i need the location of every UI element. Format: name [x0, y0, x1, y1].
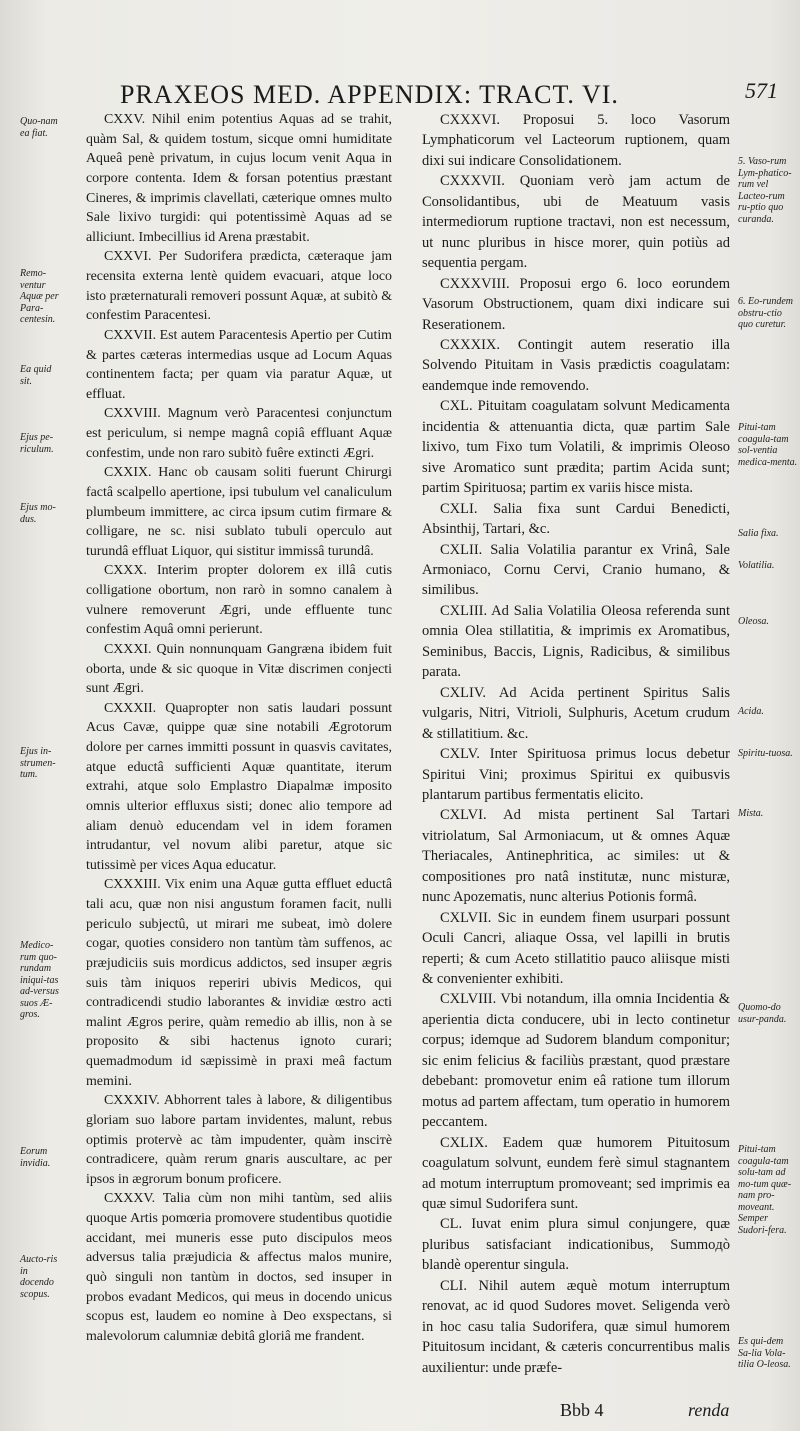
margin-note: Quo-nam ea fiat. — [20, 116, 58, 139]
left-text-column — [86, 110, 392, 1346]
margin-note: Aucto-ris in docendo scopus. — [20, 1254, 58, 1300]
paragraph: CXXVII. Est autem Paracentesis Apertio per Cutim & partes cæteras intermedias usque ad Locum Aquas continentem facta; per quam via paratur Aquæ, ut effluat. — [86, 327, 392, 402]
margin-note: Salia fixa. — [738, 528, 779, 539]
paragraph: CXXXII. Quapropter non satis laudari possunt Acus Cavæ, quippe quæ sine notabili Ægrotorum dolore per carnes immitti possunt in quasvis cavitates, atque eductâ sufficienti Aquæ quantitate, iterum extrahi, atque solo Emplastro Diapalmæ imposito omnis ulterior effluxus sisti; donec alio tempore ad aliam denuò educendam vel in idem foramen intrudantur, vel novum alibi paretur, atque sic tutissimè per vices Aqua educatur. — [86, 700, 392, 873]
paragraph: CXXXIII. Vix enim una Aquæ gutta effluet eductâ tali acu, quæ non nisi angustum foramen facit, nulli periculo subjectû, ut mirari me subeat, imò dolere cogar, quoties considero non tantùm tàm suffenos, ac præjudiciis suis mordicus addictos, sed insuper ægris suis tàm iniquos reperiri ubivis Medicos, qui contradicendi studio laborantes & invidiæ œstro acti malint Ægros perire, quàm remedio ab illis, non à se proposito & sibi hactenus ignoto curari; quemadmodum id sæpissimè in praxi meâ factum memini. — [86, 877, 392, 1089]
paragraph: CXXXVII. Quoniam verò jam actum de Consolidantibus, ubi de Meatuum vasis intermediorum ruptione tractavi, non est necessum, ut nunc pluribus in hisce morer, quin potiùs ad sequentia pergam. — [422, 173, 730, 272]
paragraph: CXLIII. Ad Salia Volatilia Oleosa referenda sunt omnia Olea stillatitia, & imprimis ex Aromatibus, Seminibus, Baccis, Lignis, Radicibus, & similibus parata. — [422, 602, 730, 681]
paragraph: CXLV. Inter Spirituosa primus locus debetur Spiritui Vini; proximus Spiritui ex quibusvis plantarum partibus fermentatis elicito. — [422, 746, 730, 803]
margin-note: Ejus pe-riculum. — [20, 432, 54, 455]
paragraph: CXXX. Interim propter dolorem ex illâ cutis colligatione obortum, non rarò in somno canalem à vulnere removerunt Ægri, unde effluente tunc confestim Aquâ omni perierunt. — [86, 563, 392, 638]
margin-note: Spiritu-tuosa. — [738, 748, 793, 759]
paragraph: CXLIV. Ad Acida pertinent Spiritus Salis vulgaris, Nitri, Vitrioli, Sulphuris, Acetum crudum & stillatitium. &c. — [422, 684, 730, 742]
margin-note: Remo-ventur Aquæ per Para-centesin. — [20, 268, 59, 325]
margin-note: Eorum invidia. — [20, 1146, 51, 1169]
margin-note: Ea quid sit. — [20, 364, 52, 387]
margin-note: Quomo-do usur-panda. — [738, 1002, 787, 1025]
margin-note: Es qui-dem Sa-lia Vola-tilia O-leosa. — [738, 1336, 791, 1370]
paragraph: CXLI. Salia fixa sunt Cardui Benedicti, Absinthij, Tartari, &c. — [422, 500, 730, 538]
paragraph: CXXXVI. Proposui 5. loco Vasorum Lymphaticorum vel Lacteorum ruptionem, quam dixi sui indicare Consolidationem. — [422, 112, 730, 169]
running-head: PRAXEOS MED. APPENDIX: TRACT. VI. — [120, 80, 619, 109]
paragraph: CXXXIV. Abhorrent tales à labore, & diligentibus gloriam suo labore partam invidentes, malunt, rebus optimis protervè ac tàm impudenter, quàm insciтè contradicere, quàm rerum gnaris auscultare, ac per ipsos in ægrorum bonum proficere. — [86, 1093, 392, 1187]
margin-note: Pitui-tam coagula-tam solu-tam ad mo-tum quæ-nam pro-moveant. Semper Sudori-fera. — [738, 1144, 792, 1236]
paragraph: CXXXI. Quin nonnunquam Gangræna ibidem fuit oborta, unde & sic quoque in Vitæ discrimen conjecti sunt Ægri. — [86, 641, 392, 697]
margin-note: Pitui-tam coagula-tam sol-ventia medica-menta. — [738, 422, 798, 468]
paragraph: CXXXV. Talia cùm non mihi tantùm, sed aliis quoque Artis pomœria promovere studentibus quotidie accidant, mei muneris esse puto discipulos meos adversus talia præjudicia & affectus malos munire, quò singuli non tantùm in doctos, sed insuper in probos evadant Medicos, qui meus in docendo unicus scopus est, laudem eo nomine à Deo exspectans, si malevolorum calumniæ debitâ gloriâ me frandent. — [86, 1191, 392, 1344]
paragraph: CXXV. Nihil enim potentius Aquas ad se trahit, quàm Sal, & quidem tostum, sicque omni humiditate Aqueâ penè privatum, in cujus locum venit Aqua in corpore contenta. Idem & forsan potentius præstant Cineres, & imprimis clavellati, cæterique omnes multo Sale lixivo turgidi: qui potentissimè Aquas ad se alliciunt. Imbecillius id Arena præstabit. — [86, 112, 392, 245]
paragraph: CXLVII. Sic in eundem finem usurpari possunt Oculi Cancri, aliaque Ossa, vel lapilli in brutis reperti; & cum Aceto stillatitio pauco aliisque misti & convenienter exhibiti. — [422, 909, 730, 988]
paragraph: CXLIX. Eadem quæ humorem Pituitosum coagulatum solvunt, eundem ferè simul stagnantem ad motum interruptum promoveant; sed imprimis ea quæ simul Sudorifera sunt. — [422, 1134, 730, 1213]
paragraph: CXLVIII. Vbi notandum, illa omnia Incidentia & aperientia dicta conducere, ubi in lecto continetur corpus; idemque ad Sudorem blandum componitur; sic enim felicius & faciliùs præstant, quod præstare debebant: promovetur enim eâ ratione tum illorum motus ad partem affectam, tum operatio in humorem peccantem. — [422, 991, 730, 1131]
signature-mark: Bbb 4 — [560, 1400, 604, 1420]
margin-note: 5. Vaso-rum Lym-phatico-rum vel Lacteo-rum ru-ptio quo curanda. — [738, 156, 792, 225]
margin-note: Oleosa. — [738, 616, 769, 627]
margin-note: Volatilia. — [738, 560, 775, 571]
margin-note: Mista. — [738, 808, 764, 819]
paragraph: CXL. Pituitam coagulatam solvunt Medicamenta incidentia & attenuantia dicta, quæ partim Sale lixivo, tum Fixo tum Volatili, & imprimis Oleoso sive Aromatico sunt prædita; partim Acida sunt; partim Spirituosa; partim ex variis hisce mista. — [422, 398, 730, 497]
margin-note: 6. Eo-rundem obstru-ctio quo curetur. — [738, 296, 793, 330]
paragraph: CL. Iuvat enim plura simul conjungere, quæ pluribus satisfaciant indicationibus, Summoдò blandè operentur singula. — [422, 1216, 730, 1274]
paragraph: CXXVI. Per Sudorifera prædicta, cæteraque jam recensita externa lentè quidem evacuari, atque loco isto præternaturali removeri possunt Aquæ, at subitò & confestim Paracentesi. — [86, 249, 392, 324]
paragraph: CXLVI. Ad mista pertinent Sal Tartari vitriolatum, Sal Armoniacum, ut & omnes Aquæ Theriacales, Antinephritica, ac similes: ut & compositiones pro natâ institutæ, nunc misturæ, nunc Apozematis, nunc alterius Potionis formâ. — [422, 807, 730, 906]
margin-note: Medico-rum quo-rundam iniqui-tas ad-versus suos Æ-gros. — [20, 940, 59, 1020]
paragraph: CXLII. Salia Volatilia parantur ex Vrinâ, Sale Armoniaco, Cornu Cervi, Cranio humano, & similibus. — [422, 541, 730, 599]
catchword: renda — [688, 1400, 730, 1420]
margin-note: Ejus in-strumen-tum. — [20, 746, 56, 780]
margin-note: Acida. — [738, 706, 764, 717]
paragraph: CXXXIX. Contingit autem reseratio illa Solvendo Pituitam in Vasis prædictis coagulatam: eandemque inde removendo. — [422, 336, 730, 394]
paragraph: CXXVIII. Magnum verò Paracentesi conjunctum est periculum, si nempe magnâ copiâ effluant Aquæ confestim, unde non raro subitò fuêre extincti Ægri. — [86, 406, 392, 461]
paragraph: CXXXVIII. Proposui ergo 6. loco eorundem Vasorum Obstructionem, quam dixi indicare sui Reserationem. — [422, 275, 730, 333]
page-number: 571 — [745, 78, 778, 103]
right-text-column — [422, 110, 730, 1378]
paragraph: CXXIX. Hanc ob causam soliti fuerunt Chirurgi factâ scalpello apertione, ipsi tubulum vel canaliculum plumbeum immittere, ac circa ipsum cutim firmare & colligare, ne sc. nisi sublato tubuli operculo aut turundâ effluat Liquor, qui sistitur immissâ turundâ. — [86, 465, 392, 559]
paragraph: CLI. Nihil autem æquè motum interruptum renovat, ac id quod Sudores movet. Seligenda verò in hoc casu talia Sudorifera, quæ simul humorem Pituitosum incidant, & cæteris concurrentibus malis auxilientur: unde præfe- — [422, 1277, 730, 1376]
margin-note: Ejus mo-dus. — [20, 502, 56, 525]
